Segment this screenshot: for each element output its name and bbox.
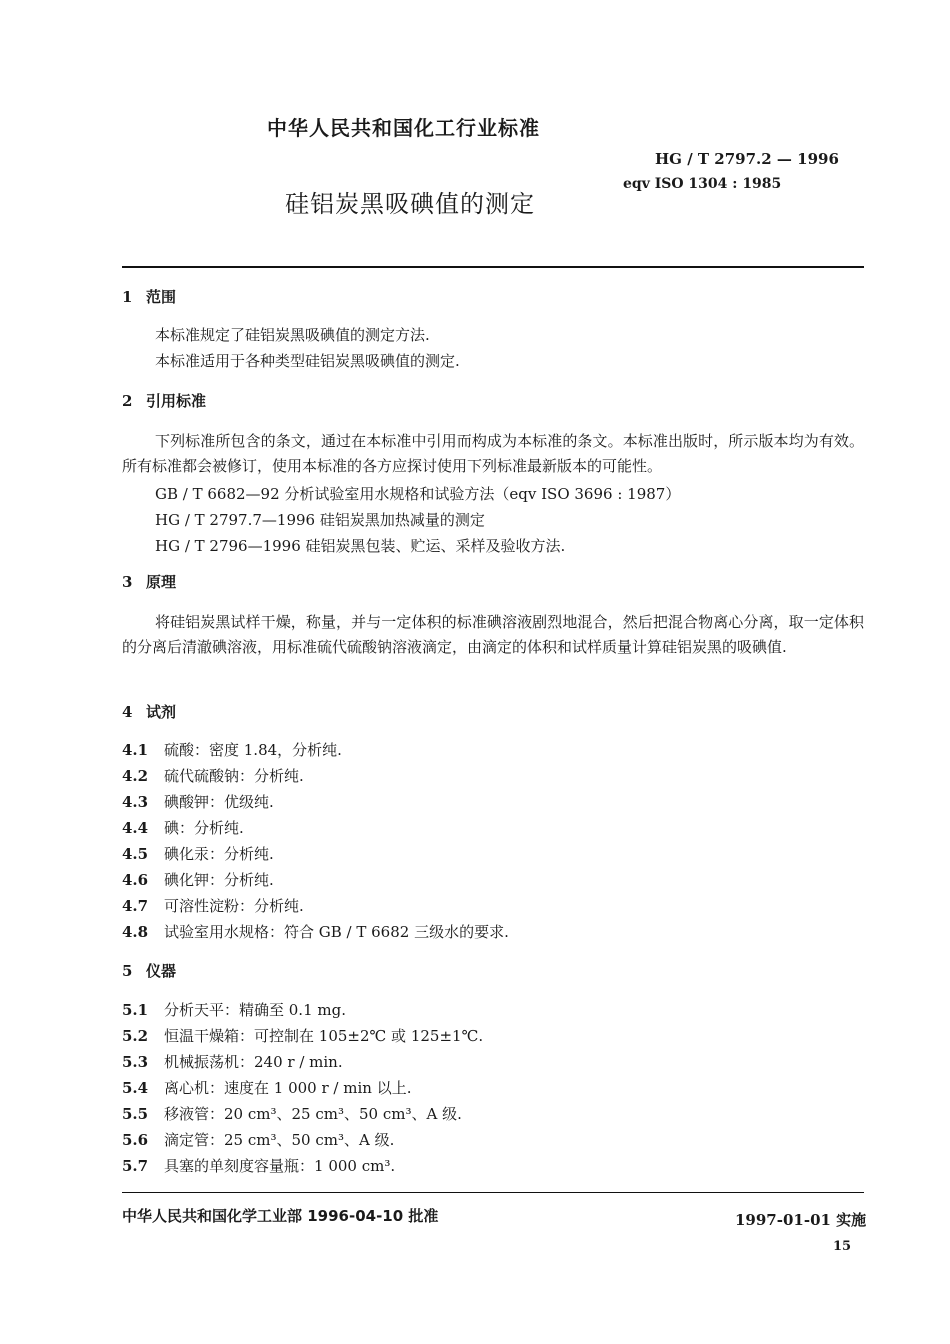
section-1-heading: [122, 286, 176, 307]
effective-date: 1997-01-01 实施: [735, 1211, 867, 1229]
section-number: 5: [122, 962, 133, 980]
list-item: 4.1 硫酸：密度 1.84，分析纯.: [122, 741, 342, 759]
section-5-heading: [122, 960, 176, 981]
list-item: 5.6 滴定管：25 cm³、50 cm³、A 级.: [122, 1131, 395, 1149]
approval-line: 中华人民共和国化学工业部 1996-04-10 批准: [122, 1207, 439, 1225]
header-rule: [122, 266, 864, 268]
list-item: 5.7 具塞的单刻度容量瓶：1 000 cm³.: [122, 1157, 396, 1175]
list-item: 4.4 碘：分析纯.: [122, 819, 244, 837]
section-3-heading: [122, 571, 176, 592]
equivalent-standard: eqv ISO 1304 : 1985: [623, 176, 782, 192]
section-3-text: 将硅铝炭黑试样干燥，称量，并与一定体积的标准碘溶液剧烈地混合，然后把混合物离心分离，取一定体积的分离后清澈碘溶液，用标准硫代硫酸钠溶液滴定，由滴定的体积和试样质量计算硅铝炭黑的吸碘值.: [122, 613, 864, 656]
list-item: 4.5 碘化汞：分析纯.: [122, 845, 274, 863]
org-title: 中华人民共和国化工行业标准: [267, 116, 540, 140]
reference-1: GB / T 6682—92 分析试验室用水规格和试验方法（eqv ISO 3696 : 1987）: [155, 485, 681, 503]
list-item: 4.7 可溶性淀粉：分析纯.: [122, 897, 304, 915]
footer-rule: [122, 1192, 864, 1193]
reference-3: HG / T 2796—1996 硅铝炭黑包装、贮运、采样及验收方法.: [155, 537, 566, 555]
section-number: 2: [122, 392, 133, 410]
section-title: 仪器: [146, 962, 177, 980]
section-title: 试剂: [146, 703, 177, 721]
section-number: 4: [122, 703, 133, 721]
section-title: 原理: [146, 573, 177, 591]
page-number: 15: [833, 1239, 852, 1254]
section-1-line-2: 本标准适用于各种类型硅铝炭黑吸碘值的测定.: [155, 352, 460, 370]
list-item: 4.8 试验室用水规格：符合 GB / T 6682 三级水的要求.: [122, 923, 509, 941]
section-number: 1: [122, 288, 133, 306]
section-4-heading: [122, 701, 176, 722]
section-title: 范围: [146, 288, 177, 306]
list-item: 5.1 分析天平：精确至 0.1 mg.: [122, 1001, 346, 1019]
list-item: 5.2 恒温干燥箱：可控制在 105±2℃ 或 125±1℃.: [122, 1027, 484, 1045]
reference-2: HG / T 2797.7—1996 硅铝炭黑加热减量的测定: [155, 511, 485, 529]
list-item: 4.3 碘酸钾：优级纯.: [122, 793, 274, 811]
section-1-line-1: 本标准规定了硅铝炭黑吸碘值的测定方法.: [155, 326, 430, 344]
list-item: 4.6 碘化钾：分析纯.: [122, 871, 274, 889]
section-title: 引用标准: [146, 392, 207, 410]
section-2-intro: 下列标准所包含的条文，通过在本标准中引用而构成为本标准的条文。本标准出版时，所示版本均为有效。所有标准都会被修订，使用本标准的各方应探讨使用下列标准最新版本的可能性。: [122, 432, 864, 475]
section-number: 3: [122, 573, 133, 591]
list-item: 5.3 机械振荡机：240 r / min.: [122, 1053, 343, 1071]
standard-number: HG / T 2797.2 — 1996: [655, 150, 839, 168]
section-2-heading: [122, 390, 206, 411]
document-title: 硅铝炭黑吸碘值的测定: [285, 190, 535, 218]
list-item: 4.2 硫代硫酸钠：分析纯.: [122, 767, 304, 785]
list-item: 5.5 移液管：20 cm³、25 cm³、50 cm³、A 级.: [122, 1105, 462, 1123]
list-item: 5.4 离心机：速度在 1 000 r / min 以上.: [122, 1079, 412, 1097]
